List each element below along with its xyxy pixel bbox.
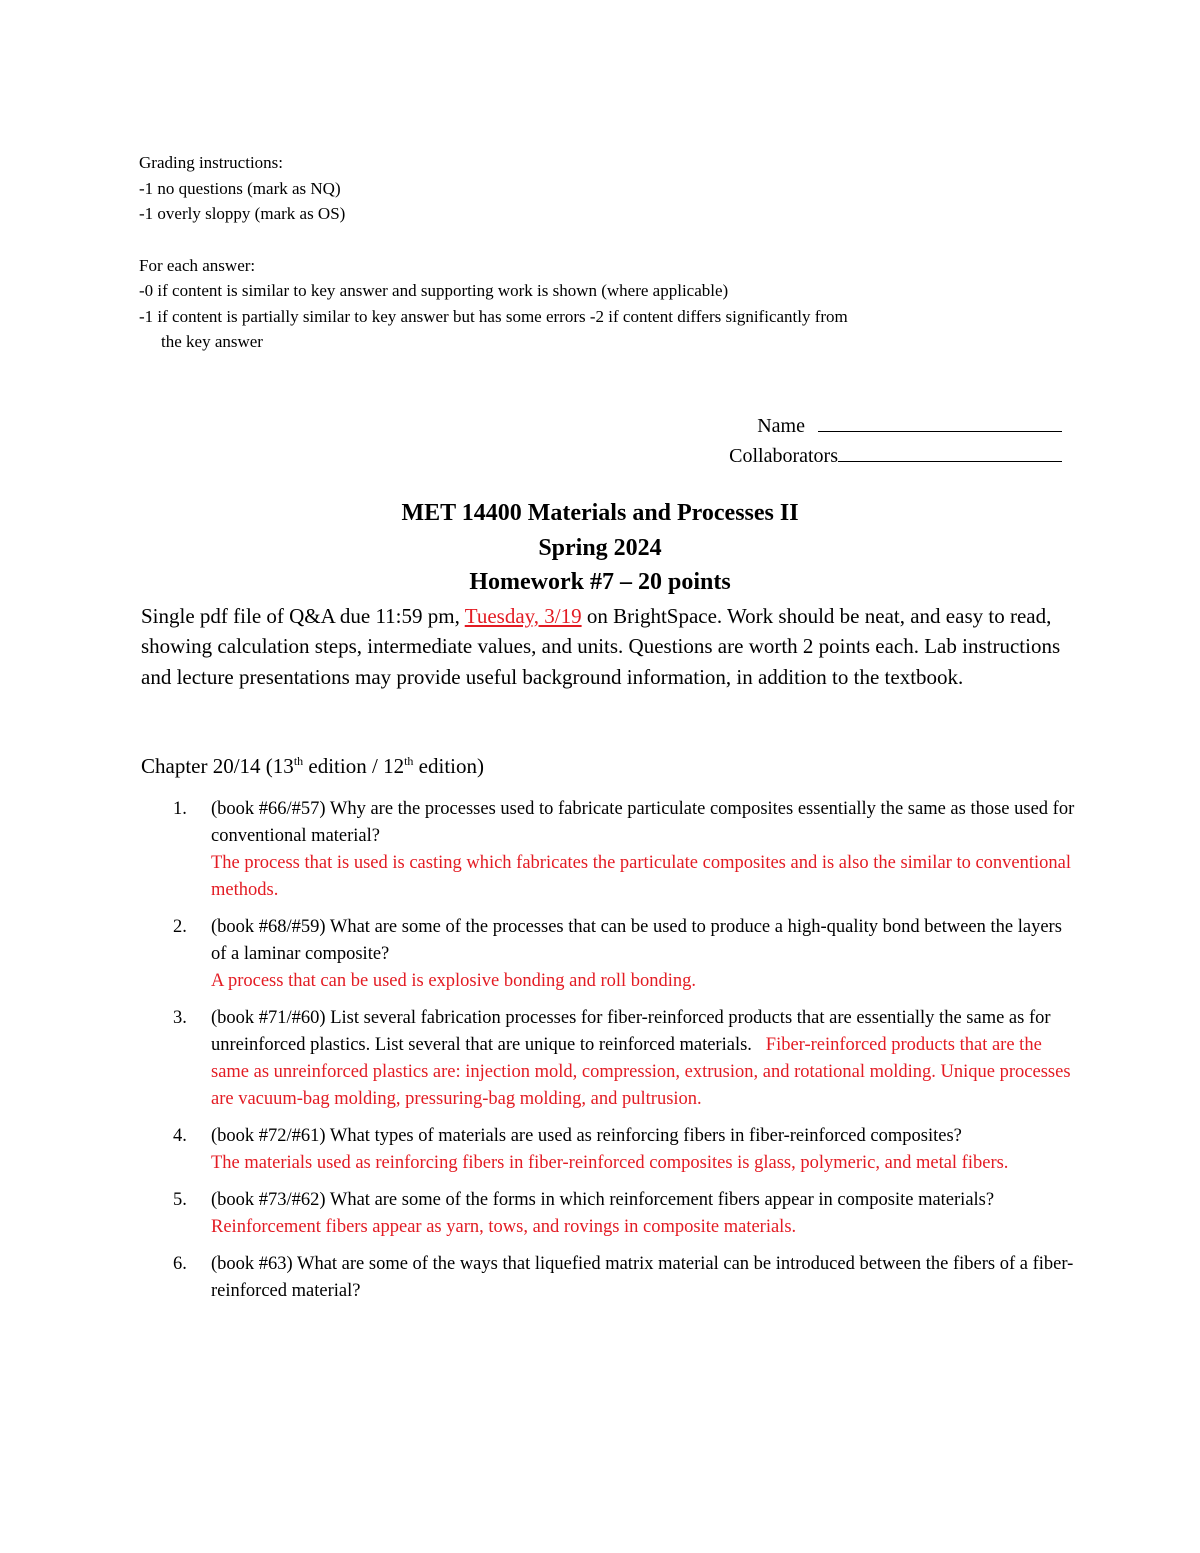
- question-item: [141, 796, 1076, 904]
- grading-instructions: [139, 150, 848, 355]
- per-answer-rule: -1 if content is partially similar to key answer but has some errors -2 if content differs significantly from: [139, 306, 848, 326]
- per-answer-rule: the key answer: [161, 332, 263, 351]
- question-number: 3.: [173, 1008, 187, 1028]
- answer-text: The materials used as reinforcing fibers in fiber-reinforced composites is glass, polymeric, and metal fibers.: [211, 1153, 1009, 1173]
- question-item: [141, 1005, 1076, 1113]
- answer-text: A process that can be used is explosive bonding and roll bonding.: [211, 971, 697, 991]
- chapter-text: edition): [413, 754, 484, 778]
- per-answer-title: For each answer:: [139, 255, 256, 275]
- question-number: 2.: [173, 917, 187, 937]
- spacer: [139, 227, 848, 253]
- question-number: 6.: [173, 1254, 187, 1274]
- answer-text: The process that is used is casting which fabricates the particulate composites and is also the similar to conventional methods.: [211, 853, 1072, 900]
- question-text: (book #68/#59) What are some of the processes that can be used to produce a high-quality bond between the layers of a laminar composite?: [211, 917, 1062, 964]
- collaborators-label: Collaborators: [729, 445, 838, 467]
- question-text: (book #63) What are some of the ways that liquefied matrix material can be introduced between the fibers of a fiber-reinforced material?: [211, 1254, 1074, 1301]
- question-text: (book #72/#61) What types of materials are used as reinforcing fibers in fiber-reinforced composites?: [211, 1126, 962, 1146]
- intro-text: on BrightSpace. Work should be neat, and easy to read, showing calculation steps, intermediate values, and units. Questions are worth 2 points each. Lab instructions and lecture presentations may provide useful background information, in addition to the textbook.: [141, 604, 1061, 689]
- question-item: [141, 914, 1076, 995]
- question-text: (book #66/#57) Why are the processes used to fabricate particulate composites essentially the same as those used for conventional material?: [211, 799, 1075, 846]
- collaborators-field: [729, 442, 1062, 470]
- grading-rule: -1 no questions (mark as NQ): [139, 178, 341, 198]
- name-field: [757, 412, 1062, 440]
- superscript: th: [404, 754, 414, 768]
- grading-title: Grading instructions:: [139, 153, 284, 172]
- question-item: [141, 1123, 1076, 1177]
- answer-text: Reinforcement fibers appear as yarn, tows, and rovings in composite materials.: [211, 1217, 797, 1237]
- chapter-text: edition / 12: [303, 754, 405, 778]
- name-label: Name: [757, 415, 805, 437]
- superscript: th: [293, 754, 304, 768]
- grading-rule: -1 overly sloppy (mark as OS): [139, 204, 346, 223]
- name-blank-line: [818, 413, 1062, 432]
- intro-text: Single pdf file of Q&A due 11:59 pm,: [141, 604, 465, 628]
- collaborators-blank-line: [838, 443, 1062, 462]
- course-title: MET 14400 Materials and Processes II: [401, 500, 799, 526]
- question-text: (book #71/#60) List several fabrication processes for fiber-reinforced products that are essentially the same as for unreinforced plastics. List several that are unique to reinforced materials.: [211, 1008, 1051, 1055]
- instructions-paragraph: [141, 601, 1081, 692]
- due-date: Tuesday, 3/19: [464, 604, 582, 628]
- question-item: [141, 1187, 1076, 1241]
- question-text: (book #73/#62) What are some of the forms in which reinforcement fibers appear in composite materials?: [211, 1190, 995, 1210]
- per-answer-rule: -0 if content is similar to key answer and supporting work is shown (where applicable): [139, 281, 729, 300]
- question-number: 4.: [173, 1126, 187, 1146]
- question-number: 5.: [173, 1190, 187, 1210]
- chapter-heading: [141, 751, 484, 781]
- assignment-title: Homework #7 – 20 points: [469, 569, 731, 595]
- question-item: [141, 1251, 1076, 1305]
- term-title: Spring 2024: [538, 535, 662, 561]
- question-number: 1.: [173, 799, 187, 819]
- answer-text: Fiber-reinforced products that are the same as unreinforced plastics are: injection mold, compression, extrusion, and rotational molding. Unique processes are vacuum-bag molding, pressuring-bag molding, and pultrusion.: [211, 1035, 1071, 1109]
- chapter-text: Chapter 20/14 (13: [141, 754, 294, 778]
- question-list: [141, 796, 1076, 1305]
